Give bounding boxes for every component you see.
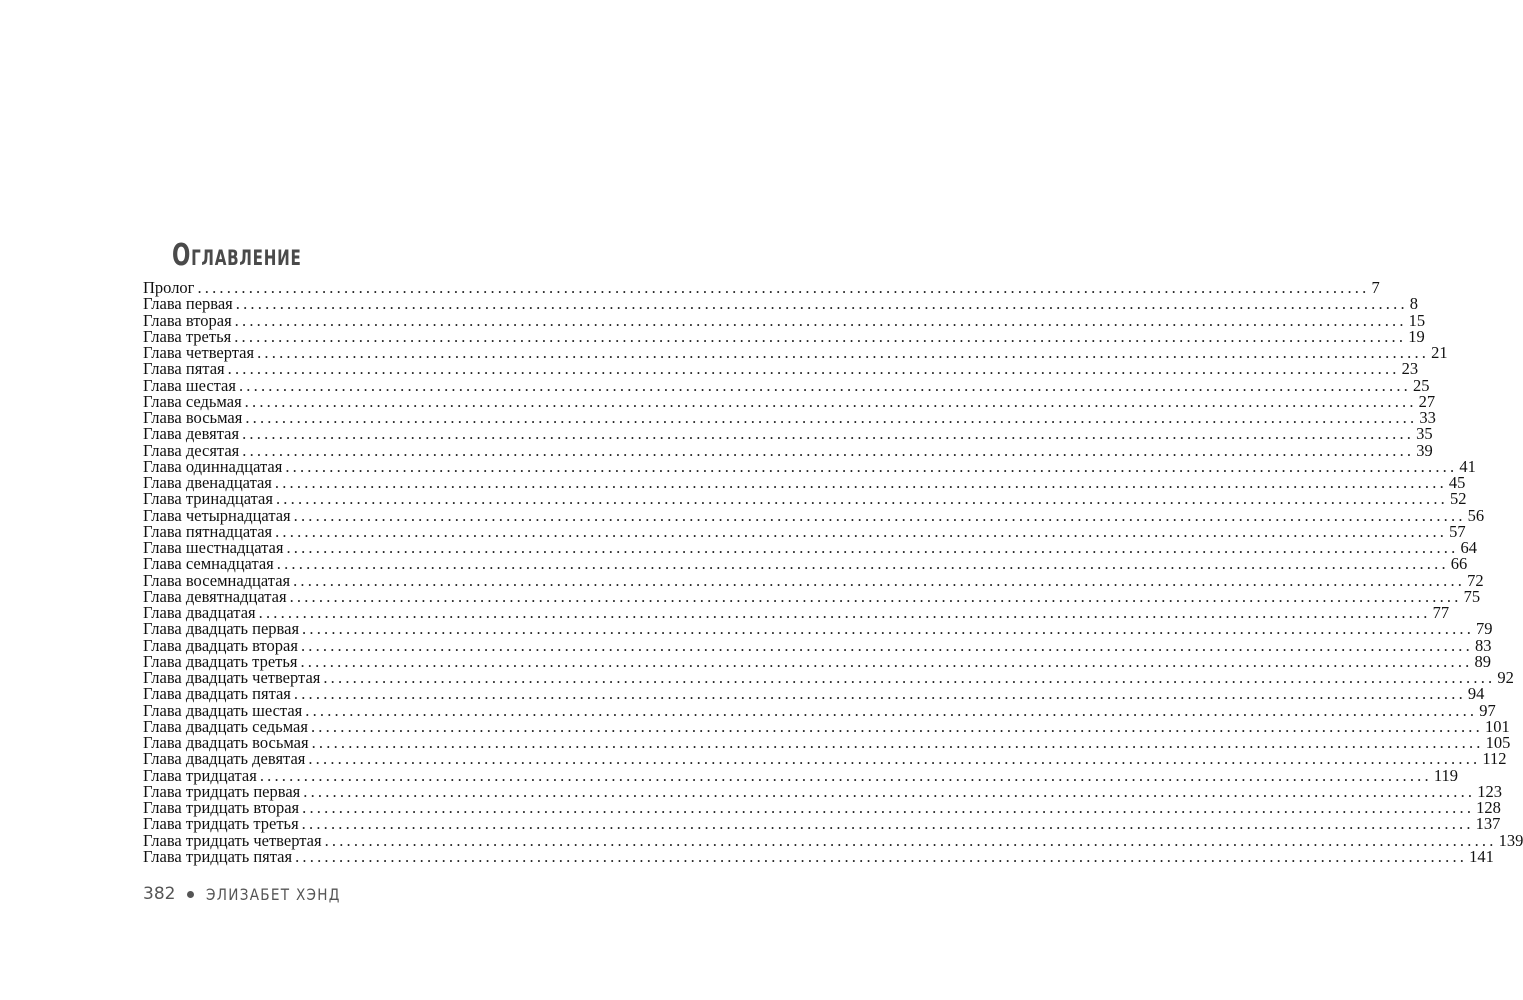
toc-entry-page: 83 [1474, 635, 1492, 655]
toc-entry-page: 57 [1449, 521, 1466, 541]
toc-entry-page: 41 [1459, 456, 1476, 476]
toc-leader-dots: ................................................................................................................................................................ [258, 603, 1431, 622]
toc-entry-title: Глава двадцатая [143, 603, 256, 622]
toc-entry-title: Глава третья [143, 326, 232, 346]
toc-entry-page: 79 [1476, 619, 1493, 639]
toc-leader-dots: ................................................................................................................................................................ [302, 798, 1475, 817]
toc-entry-title: Пролог [143, 278, 195, 297]
toc-entry-page: 75 [1463, 586, 1481, 606]
toc-leader-dots: ................................................................................................................................................................ [324, 830, 1497, 850]
toc-leader-dots: ................................................................................................................................................................ [311, 733, 1484, 752]
toc-leader-dots: ................................................................................................................................................................ [301, 814, 1474, 834]
toc-entry-title: Глава тридцатая [143, 765, 257, 785]
toc-entry-page: 128 [1476, 798, 1501, 817]
toc-entry-title: Глава восьмая [143, 408, 243, 427]
toc-leader-dots: ................................................................................................................................................................ [302, 619, 1475, 639]
toc-entry-page: 89 [1474, 651, 1491, 671]
toc-entry-page: 141 [1469, 846, 1494, 866]
toc-entry-title: Глава восемнадцатая [143, 570, 291, 590]
table-of-contents [143, 278, 1523, 866]
toc-leader-dots: ................................................................................................................................................................ [242, 440, 1415, 460]
toc-entry-page: 101 [1484, 716, 1510, 736]
toc-entry-title: Глава двадцать седьмая [143, 716, 308, 736]
toc-entry-page: 25 [1412, 375, 1430, 395]
toc-entry-page: 97 [1479, 700, 1496, 720]
toc-entry-title: Глава тридцать первая [143, 781, 301, 801]
toc-entry-title: Глава двадцать четвертая [143, 668, 321, 687]
toc-entry-page: 94 [1467, 684, 1485, 704]
toc-entry-page: 23 [1401, 359, 1419, 379]
toc-leader-dots: ................................................................................................................................................................ [234, 310, 1407, 330]
toc-entry-page: 15 [1408, 310, 1426, 330]
toc-leader-dots: ................................................................................................................................................................ [303, 781, 1476, 801]
toc-leader-dots: ................................................................................................................................................................ [238, 375, 1411, 395]
toc-leader-dots: ................................................................................................................................................................ [293, 570, 1466, 590]
toc-leader-dots: ................................................................................................................................................................ [300, 635, 1473, 655]
toc-entry-title: Глава двадцать пятая [143, 684, 291, 704]
toc-entry-title: Глава семнадцатая [143, 554, 274, 574]
toc-entry-title: Глава двадцать третья [143, 651, 298, 671]
toc-leader-dots: ................................................................................................................................................................ [285, 456, 1458, 476]
toc-entry-page: 33 [1419, 408, 1436, 427]
toc-entry-title: Глава одиннадцатая [143, 456, 283, 476]
toc-entry-page: 39 [1416, 440, 1433, 460]
toc-entry-page: 64 [1460, 538, 1477, 557]
toc-leader-dots: ................................................................................................................................................................ [275, 489, 1448, 509]
toc-entry-title: Глава тридцать пятая [143, 846, 293, 866]
toc-entry-title: Глава четвертая [143, 343, 255, 362]
toc-entry-page: 19 [1408, 326, 1425, 346]
toc-entry-page: 45 [1448, 473, 1466, 492]
toc-entry-page: 72 [1467, 570, 1484, 590]
toc-leader-dots: ................................................................................................................................................................ [275, 521, 1448, 541]
toc-entry-title: Глава шестнадцатая [143, 538, 284, 557]
toc-leader-dots: ................................................................................................................................................................ [305, 700, 1478, 720]
toc-entry-title: Глава двадцать девятая [143, 749, 306, 769]
toc-entry-page: 7 [1371, 278, 1380, 297]
toc-leader-dots: ................................................................................................................................................................ [274, 473, 1447, 492]
toc-entry-title: Глава тридцать третья [143, 814, 299, 834]
toc-leader-dots: ................................................................................................................................................................ [323, 668, 1496, 687]
toc-leader-dots: ................................................................................................................................................................ [197, 278, 1370, 297]
toc-entry-page: 35 [1416, 424, 1433, 444]
toc-entry-page: 139 [1498, 830, 1523, 850]
toc-leader-dots: ................................................................................................................................................................ [227, 359, 1400, 379]
toc-entry-title: Глава тринадцатая [143, 489, 273, 509]
toc-entry-page: 52 [1449, 489, 1467, 509]
toc-leader-dots: ................................................................................................................................................................ [293, 505, 1466, 525]
bullet-separator-icon [187, 891, 194, 898]
toc-entry-title: Глава четырнадцатая [143, 505, 291, 525]
toc-entry-page: 92 [1497, 668, 1514, 687]
toc-entry-page: 119 [1433, 765, 1458, 785]
toc-leader-dots: ................................................................................................................................................................ [234, 326, 1407, 346]
toc-entry-page: 21 [1431, 343, 1448, 362]
toc-entry-title: Глава двенадцатая [143, 473, 272, 492]
toc-entry-page: 77 [1432, 603, 1450, 622]
toc-entry-title: Глава тридцать вторая [143, 798, 300, 817]
toc-entry-title: Глава пятая [143, 359, 225, 379]
toc-leader-dots: ................................................................................................................................................................ [235, 294, 1408, 314]
toc-entry-title: Глава девятая [143, 424, 240, 444]
toc-entry-page: 112 [1482, 749, 1507, 769]
toc-leader-dots: ................................................................................................................................................................ [286, 538, 1459, 557]
toc-leader-dots: ................................................................................................................................................................ [245, 408, 1418, 427]
toc-leader-dots: ................................................................................................................................................................ [276, 554, 1449, 574]
toc-leader-dots: ................................................................................................................................................................ [310, 716, 1483, 736]
toc-leader-dots: ................................................................................................................................................................ [244, 391, 1417, 411]
toc-leader-dots: ................................................................................................................................................................ [259, 765, 1432, 785]
toc-entry-title: Глава тридцать четвертая [143, 830, 322, 850]
running-author: ЭЛИЗАБЕТ ХЭНД [206, 884, 342, 904]
toc-entry-title: Глава первая [143, 294, 233, 314]
toc-entry-title: Глава двадцать шестая [143, 700, 303, 720]
toc-entry-title: Глава двадцать вторая [143, 635, 298, 655]
toc-entry-page: 66 [1450, 554, 1468, 574]
toc-leader-dots: ................................................................................................................................................................ [308, 749, 1481, 769]
toc-entry-page: 27 [1418, 391, 1436, 411]
toc-entry-title: Глава седьмая [143, 391, 242, 411]
toc-leader-dots: ................................................................................................................................................................ [289, 586, 1462, 606]
page-number: 382 [143, 884, 176, 904]
toc-heading: Оглавление [172, 238, 302, 273]
toc-entry-page: 56 [1467, 505, 1485, 525]
toc-entry-title: Глава пятнадцатая [143, 521, 273, 541]
toc-entry-page: 123 [1477, 781, 1502, 801]
toc-entry-title: Глава шестая [143, 375, 236, 395]
toc-leader-dots: ................................................................................................................................................................ [300, 651, 1473, 671]
toc-entry-page: 137 [1475, 814, 1501, 834]
toc-entry-title: Глава двадцать первая [143, 619, 300, 639]
toc-leader-dots: ................................................................................................................................................................ [293, 684, 1466, 704]
toc-leader-dots: ................................................................................................................................................................ [257, 343, 1430, 362]
toc-entry-page: 8 [1409, 294, 1419, 314]
page-footer [143, 884, 365, 904]
toc-entry [143, 846, 1494, 866]
toc-entry-page: 105 [1485, 733, 1511, 752]
toc-entry-title: Глава вторая [143, 310, 232, 330]
toc-entry-title: Глава десятая [143, 440, 240, 460]
toc-entry-title: Глава двадцать восьмая [143, 733, 309, 752]
toc-entry-title: Глава девятнадцатая [143, 586, 287, 606]
toc-leader-dots: ................................................................................................................................................................ [295, 846, 1468, 866]
toc-leader-dots: ................................................................................................................................................................ [242, 424, 1415, 444]
